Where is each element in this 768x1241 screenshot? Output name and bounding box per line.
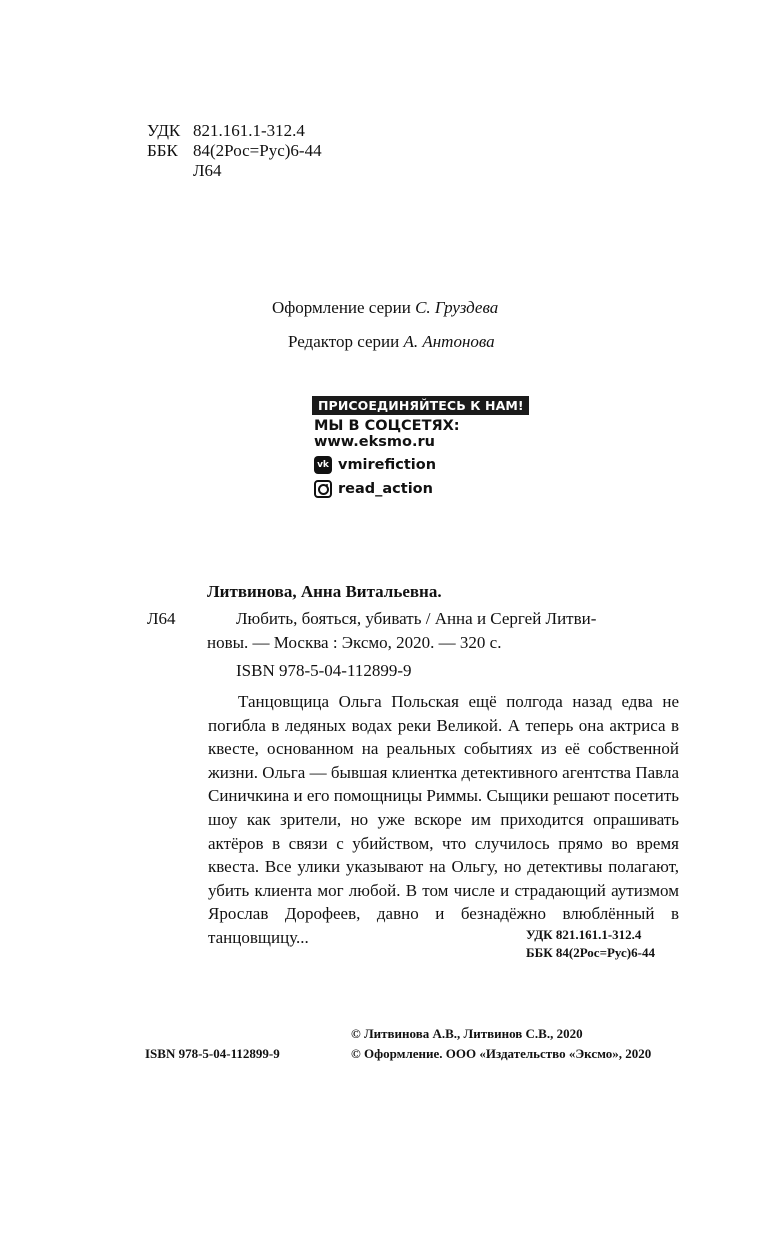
udk-label: УДК	[147, 121, 181, 140]
footer-isbn: ISBN 978-5-04-112899-9	[145, 1046, 280, 1061]
social-heading: МЫ В СОЦСЕТЯХ:	[314, 418, 460, 434]
card-isbn: ISBN 978-5-04-112899-9	[236, 661, 412, 680]
designer-name: С. Груздева	[415, 298, 499, 317]
author-mark: Л64	[193, 161, 222, 180]
card-udk: УДК 821.161.1-312.4	[526, 927, 642, 942]
vk-link[interactable]	[314, 456, 436, 474]
editor-name: А. Антонова	[403, 332, 495, 351]
bbk-value: 84(2Рос=Рус)6-44	[193, 141, 322, 160]
editor-prefix: Редактор серии	[288, 332, 400, 351]
card-title-line-2: новы. — Москва : Эксмо, 2020. — 320 с.	[207, 633, 502, 652]
series-design-credit	[272, 298, 498, 318]
instagram-handle: read_action	[338, 481, 433, 497]
card-shelf-mark: Л64	[147, 609, 176, 628]
vk-icon: vk	[314, 456, 332, 474]
bbk-label: ББК	[147, 141, 178, 160]
copyright-authors: © Литвинова А.В., Литвинов С.В., 2020	[351, 1026, 583, 1041]
website-link[interactable]: www.eksmo.ru	[314, 434, 435, 450]
copyright-design: © Оформление. ООО «Издательство «Эксмо», 2020	[351, 1046, 652, 1061]
card-bbk: ББК 84(2Рос=Рус)6-44	[526, 945, 655, 960]
card-annotation	[208, 690, 679, 950]
card-title-line-1: Любить, бояться, убивать / Анна и Сергей Литви-	[236, 609, 597, 628]
vk-handle: vmirefiction	[338, 457, 437, 473]
udk-line	[147, 121, 305, 141]
join-us-banner: ПРИСОЕДИНЯЙТЕСЬ К НАМ!	[312, 396, 529, 415]
annotation-text: Танцовщица Ольга Польская ещё полгода назад едва не погибла в ледяных водах реки Великой. А теперь она актриса в квесте, основанном на реальных событиях из её собственной жизни. Ольга — бывшая клиентка детективного агентства Павла Синичкина и его помощницы Риммы. Сыщики решают посетить шоу как зрители, но уже вскоре им приходится опрашивать актёров в связи с убийством, что случилось прямо во время квеста. Все улики указывают на Ольгу, но детективы полагают, убить клиента мог любой. В том числе и страдающий аутизмом Ярослав Дорофеев, давно и безнадёжно влюблённый в танцовщицу...	[208, 692, 679, 947]
udk-value: 821.161.1-312.4	[193, 121, 305, 140]
instagram-link[interactable]	[314, 480, 433, 498]
bbk-line	[147, 141, 322, 161]
series-editor-credit	[288, 332, 495, 352]
design-prefix: Оформление серии	[272, 298, 411, 317]
instagram-icon	[314, 480, 332, 498]
card-author: Литвинова, Анна Витальевна.	[207, 582, 442, 601]
